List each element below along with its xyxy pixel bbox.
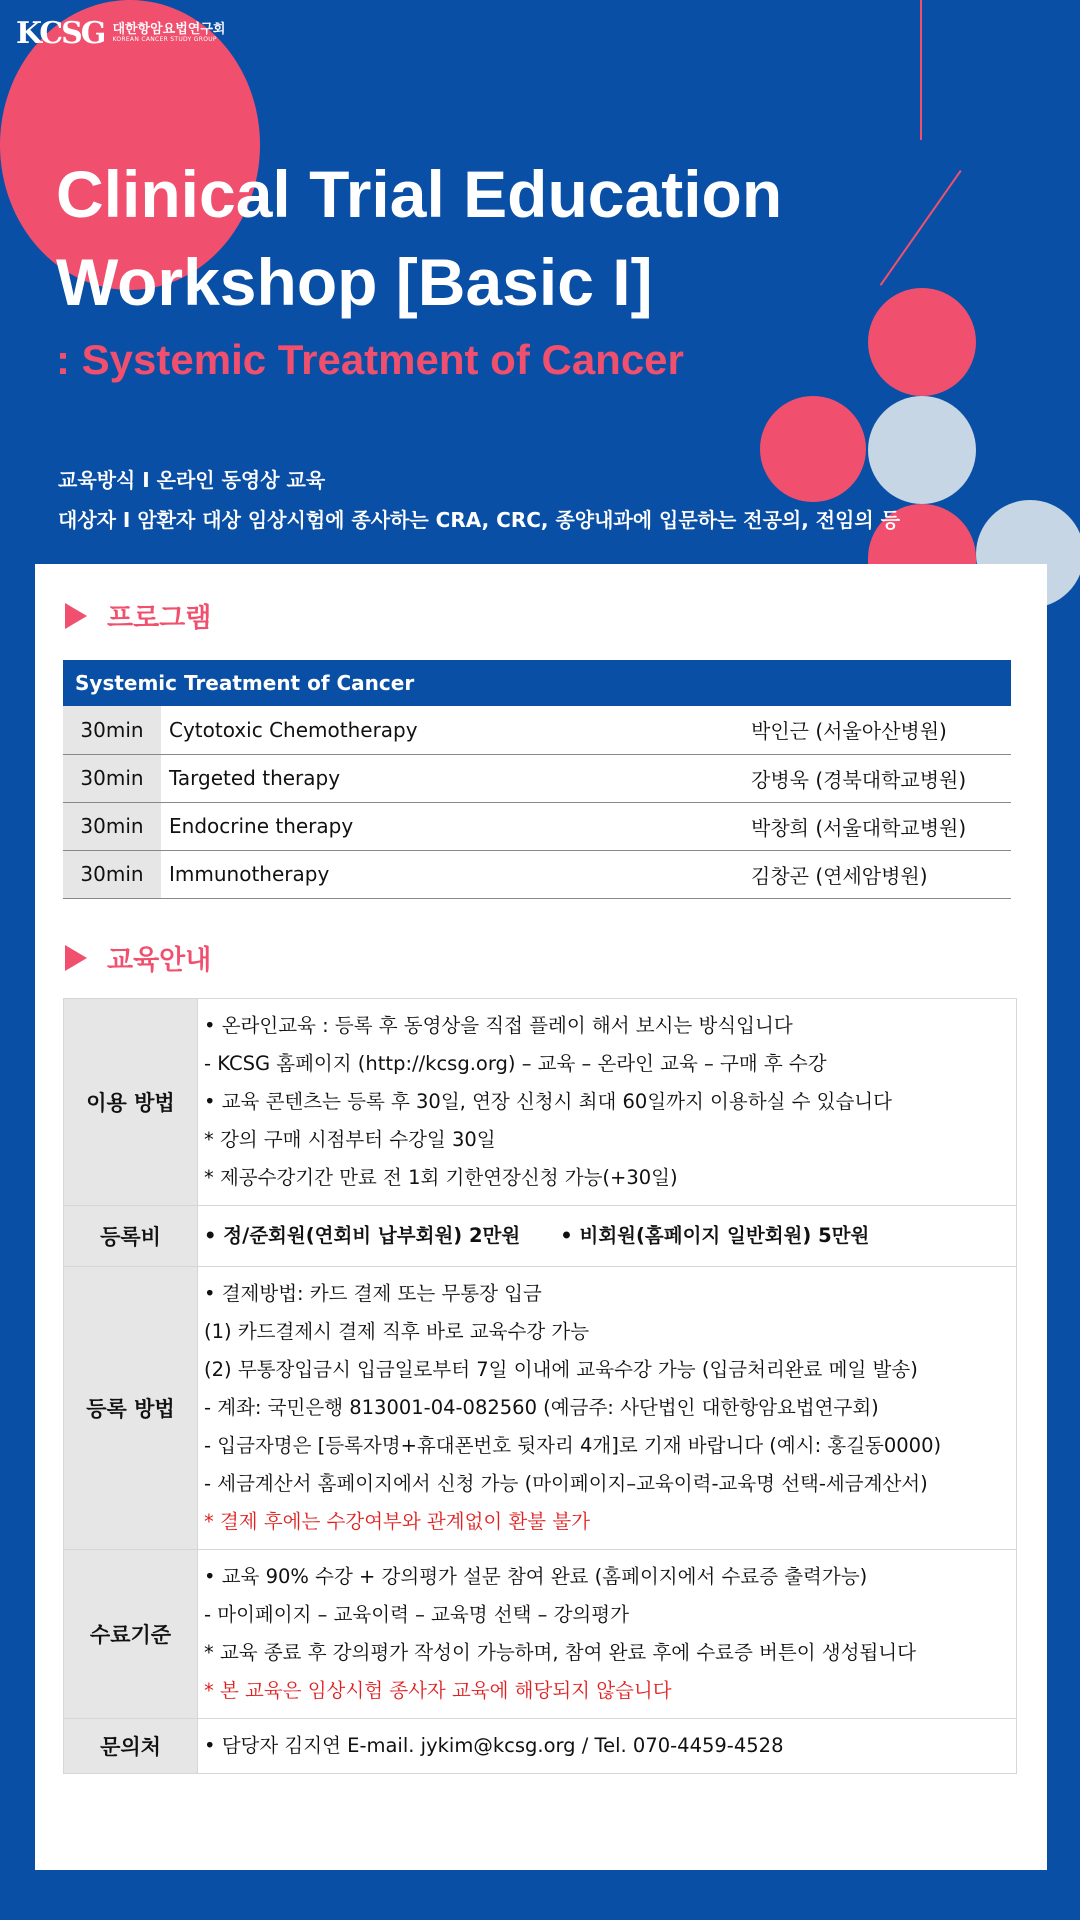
session-speaker: 강병욱 (경북대학교병원) [751,754,1011,802]
table-row [64,1206,1017,1267]
session-speaker: 김창곤 (연세암병원) [751,850,1011,898]
program-heading [65,596,211,635]
refund-notice: * 결제 후에는 수강여부와 관계없이 환불 불가 [204,1510,591,1533]
usage-line: * 제공수강기간 만료 전 1회 기한연장신청 가능(+30일) [204,1166,678,1189]
fee-options [204,1214,1010,1258]
education-method: 교육방식 I 온라인 동영상 교육 [58,468,326,492]
completion-line: * 교육 종료 후 강의평가 작성이 가능하며, 참여 완료 후에 수료증 버튼이 생성됩니다 [204,1641,916,1664]
kcsg-logo [16,16,225,51]
session-time: 30min [63,850,161,898]
registration-line: (1) 카드결제시 결제 직후 바로 교육수강 가능 [204,1320,590,1343]
program-heading-label: 프로그램 [107,603,212,634]
registration-line: - 세금계산서 홈페이지에서 신청 가능 (마이페이지–교육이력-교육명 선택-세금계산서) [204,1472,928,1495]
session-speaker: 박창희 (서울대학교병원) [751,802,1011,850]
table-row [64,1719,1017,1774]
contact-label: 문의처 [64,1719,198,1774]
registration-line: (2) 무통장입금시 입금일로부터 7일 이내에 교육수강 가능 (입금처리완료 메일 발송) [204,1358,918,1381]
session-topic: Endocrine therapy [161,802,751,850]
usage-line: * 강의 구매 시점부터 수강일 30일 [204,1128,496,1151]
vertical-line-decoration [920,0,922,140]
registration-content [198,1267,1017,1550]
program-table-title: Systemic Treatment of Cancer [75,671,415,695]
title-line-1: Clinical Trial Education [56,157,783,231]
session-time: 30min [63,706,161,754]
logo-mark: KCSG [16,16,105,51]
member-fee: • 정/준회원(연회비 납부회원) 2만원 [204,1224,521,1247]
page-subtitle: : Systemic Treatment of Cancer [56,336,684,383]
content-card [35,564,1047,1870]
nonmember-fee: • 비회원(홈페이지 일반회원) 5만원 [560,1224,870,1247]
triangle-bullet-icon [65,603,87,629]
guide-table [63,998,1017,1774]
completion-line: - 마이페이지 – 교육이력 – 교육명 선택 – 강의평가 [204,1603,629,1626]
usage-line: • 교육 콘텐츠는 등록 후 30일, 연장 신청시 최대 60일까지 이용하실 수 있습니다 [204,1090,892,1113]
registration-line: • 결제방법: 카드 결제 또는 무통장 입금 [204,1282,542,1305]
fee-label: 등록비 [64,1206,198,1267]
logo-name-en: KOREAN CANCER STUDY GROUP [112,36,217,44]
course-meta [58,460,900,540]
triangle-bullet-icon [65,945,87,971]
completion-label: 수료기준 [64,1550,198,1719]
completion-notice: * 본 교육은 임상시험 종사자 교육에 해당되지 않습니다 [204,1679,672,1702]
table-row [63,850,1011,898]
fee-content [198,1206,1017,1267]
guide-heading-label: 교육안내 [107,945,212,976]
usage-label: 이용 방법 [64,999,198,1206]
circle-decoration [868,288,976,396]
completion-line: • 교육 90% 수강 + 강의평가 설문 참여 완료 (홈페이지에서 수료증 출력가능) [204,1565,868,1588]
contact-line: • 담당자 김지연 E-mail. jykim@kcsg.org / Tel. 070-4459-4528 [204,1734,784,1757]
usage-line: • 온라인교육 : 등록 후 동영상을 직접 플레이 해서 보시는 방식입니다 [204,1014,793,1037]
usage-line: - KCSG 홈페이지 (http://kcsg.org) – 교육 – 온라인 교육 – 구매 후 수강 [204,1052,827,1075]
usage-content [198,999,1017,1206]
registration-line: - 계좌: 국민은행 813001-04-082560 (예금주: 사단법인 대한항암요법연구회) [204,1396,879,1419]
logo-name-ko: 대한항암요법연구회 [112,22,226,38]
guide-heading [65,938,211,977]
session-time: 30min [63,754,161,802]
table-row [63,754,1011,802]
diagonal-line-decoration [880,170,962,286]
target-audience: 대상자 I 암환자 대상 임상시험에 종사하는 CRA, CRC, 종양내과에 입문하는 전공의, 전임의 등 [58,508,901,532]
page-title [56,150,782,326]
session-topic: Immunotherapy [161,850,751,898]
table-row [63,706,1011,754]
table-row [64,1267,1017,1550]
session-speaker: 박인근 (서울아산병원) [751,706,1011,754]
table-row [63,802,1011,850]
title-line-2: Workshop [Basic I] [56,245,653,319]
program-table-header [63,660,1011,706]
contact-content [198,1719,1017,1774]
table-row [64,999,1017,1206]
registration-line: - 입금자명은 [등록자명+휴대폰번호 뒷자리 4개]로 기재 바랍니다 (예시: 홍길동0000) [204,1434,942,1457]
table-row [64,1550,1017,1719]
registration-label: 등록 방법 [64,1267,198,1550]
completion-content [198,1550,1017,1719]
session-time: 30min [63,802,161,850]
session-topic: Targeted therapy [161,754,751,802]
session-topic: Cytotoxic Chemotherapy [161,706,751,754]
program-table [63,660,1011,899]
logo-text [112,23,225,44]
